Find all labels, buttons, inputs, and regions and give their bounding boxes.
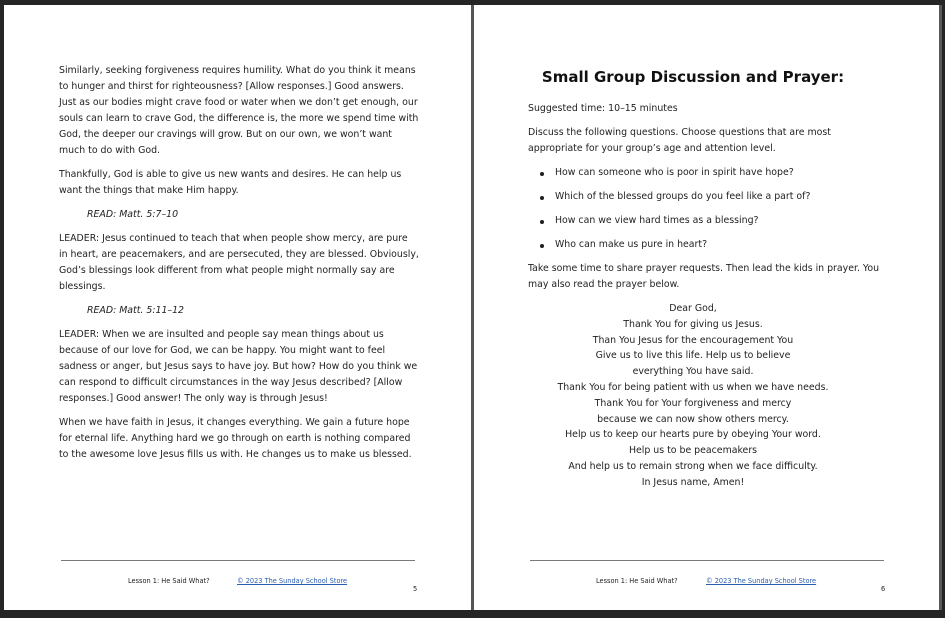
leader-paragraph: LEADER: When we are insulted and people say mean things about us because of our love for God, we can be happy. You might want to feel sadness or anger, but Jesus says to have joy. But how? How do you think we can respond to difficult circumstances in the way Jesus described? [Allow responses.] Good answer! The only way is through Jesus! — [59, 329, 418, 404]
list-item: Which of the blessed groups do you feel like a part of? — [528, 189, 888, 205]
prayer-line: In Jesus name, Amen! — [641, 476, 745, 488]
prayer-line: Help us to be peacemakers — [628, 445, 758, 457]
leader-paragraph: LEADER: Jesus continued to teach that when people show mercy, are pure in heart, are peacemakers, and are persecuted, they are blessed. Obviously, God’s blessings look different from what people might normally say are blessings. — [59, 233, 419, 292]
list-item: Who can make us pure in heart? — [528, 237, 888, 253]
list-item: How can we view hard times as a blessing? — [528, 213, 888, 229]
paragraph: When we have faith in Jesus, it changes everything. We gain a future hope for eternal life. Anything hard we go through on earth is nothing compared to the awesome love Jesus fills us with. He changes us to make us blessed. — [59, 417, 412, 460]
prayer-line: Thank You for giving us Jesus. — [623, 318, 763, 330]
page-6-body — [528, 63, 888, 491]
viewer-scroll-edge — [939, 5, 942, 610]
footer-divider — [61, 560, 415, 561]
page-5-body — [59, 63, 419, 471]
page-5 — [4, 5, 471, 610]
suggested-time: Suggested time: 10–15 minutes — [528, 103, 678, 114]
footer-copyright-link[interactable]: © 2023 The Sunday School Store — [237, 577, 348, 585]
section-title: Small Group Discussion and Prayer: — [541, 68, 845, 86]
discussion-questions — [528, 165, 888, 253]
bullet-icon — [540, 196, 544, 200]
page-number: 6 — [881, 585, 886, 593]
bullet-icon — [540, 244, 544, 248]
paragraph: Thankfully, God is able to give us new wants and desires. He can help us want the things that make Him happy. — [59, 169, 402, 196]
footer-divider — [530, 560, 884, 561]
bullet-icon — [540, 220, 544, 224]
page-6 — [474, 5, 939, 610]
prayer-line: Help us to keep our hearts pure by obeying Your word. — [565, 429, 821, 441]
paragraph: Similarly, seeking forgiveness requires humility. What do you think it means to hunger and thirst for righteousness? [Allow responses.] Good answers. Just as our bodies might crave food or water when we don’t get enough, our souls can learn to crave God, the difference is, the more we spend time with God, the deeper our cravings will grow. But on our own, we won’t want much to do with God. — [59, 65, 419, 156]
prayer-line: because we can now show others mercy. — [597, 413, 789, 425]
prayer-text — [528, 301, 858, 491]
scripture-reading: READ: Matt. 5:7–10 — [87, 209, 179, 220]
prayer-line: everything You have said. — [632, 366, 754, 378]
footer-lesson-title: Lesson 1: He Said What? — [596, 577, 678, 585]
bullet-icon — [540, 172, 544, 176]
prayer-line: Thank You for Your forgiveness and mercy — [594, 397, 792, 409]
list-item: How can someone who is poor in spirit have hope? — [528, 165, 888, 181]
page-number: 5 — [413, 585, 418, 593]
discussion-intro: Discuss the following questions. Choose questions that are most appropriate for your group’s age and attention level. — [528, 127, 831, 154]
prayer-line: Thank You for being patient with us when we have needs. — [557, 381, 829, 393]
prayer-line: Dear God, — [669, 303, 717, 314]
footer-copyright-link[interactable]: © 2023 The Sunday School Store — [706, 577, 817, 585]
prayer-intro: Take some time to share prayer requests. Then lead the kids in prayer. You may also read the prayer below. — [528, 263, 880, 290]
prayer-line: And help us to remain strong when we face difficulty. — [568, 460, 818, 472]
scripture-reading: READ: Matt. 5:11–12 — [87, 305, 185, 316]
footer-lesson-title: Lesson 1: He Said What? — [128, 577, 210, 585]
prayer-line: Give us to live this life. Help us to believe — [595, 350, 791, 362]
prayer-line: Than You Jesus for the encouragement You — [592, 334, 794, 346]
